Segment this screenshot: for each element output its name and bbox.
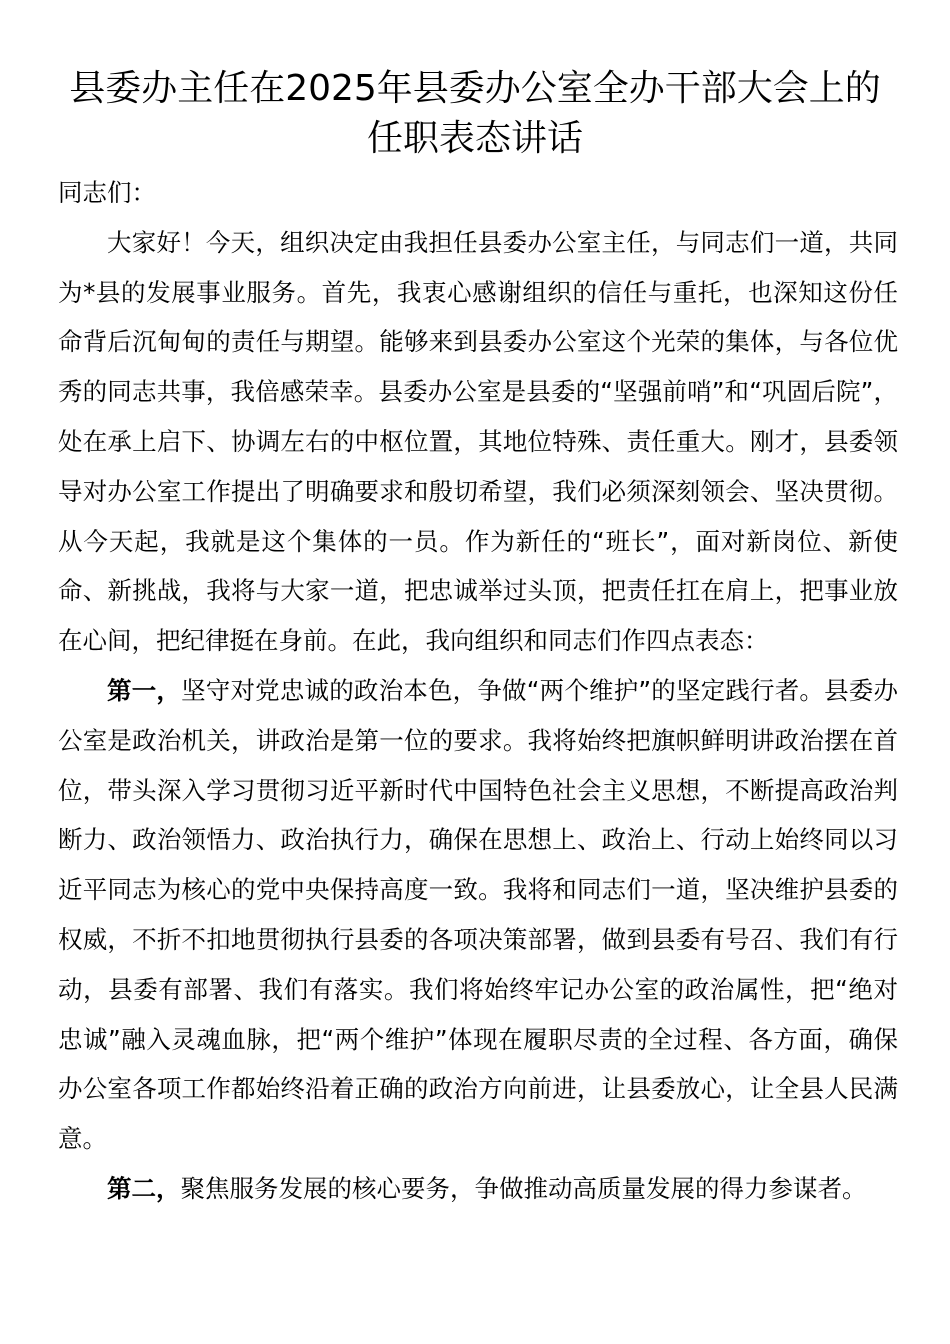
- paragraph-point-1-lead: 第一，: [107, 675, 182, 705]
- paragraph-point-2-lead: 第二，: [107, 1173, 181, 1203]
- paragraph-opening-text: 大家好！今天，组织决定由我担任县委办公室主任，与同志们一道，共同为*县的发展事业服务。首先，我衷心感谢组织的信任与重托，也深知这份任命背后沉甸甸的责任与期望。能够来到县委办公室这个光荣的集体，与各位优秀的同志共事，我倍感荣幸。县委办公室是县委的“坚强前哨”和“巩固后院”，处在承上启下、协调左右的中枢位置，其地位特殊、责任重大。刚才，县委领导对办公室工作提出了明确要求和殷切希望，我们必须深刻领会、坚决贯彻。从今天起，我就是这个集体的一员。作为新任的“班长”，面对新岗位、新使命、新挑战，我将与大家一道，把忠诚举过头顶，把责任扛在肩上，把事业放在心间，把纪律挺在身前。在此，我向组织和同志们作四点表态：: [58, 227, 898, 656]
- document-title-line-1: 县委办主任在2025年县委办公室全办干部大会上的: [69, 68, 881, 109]
- document-body: [58, 168, 898, 1214]
- document-title-line-2: 任职表态讲话: [366, 118, 583, 159]
- paragraph-point-2: [58, 1164, 898, 1214]
- paragraph-point-2-text: 聚焦服务发展的核心要务，争做推动高质量发展的得力参谋者。: [180, 1173, 867, 1203]
- paragraph-opening: [58, 218, 898, 666]
- paragraph-point-1-text: 坚守对党忠诚的政治本色，争做“两个维护”的坚定践行者。县委办公室是政治机关，讲政治是第一位的要求。我将始终把旗帜鲜明讲政治摆在首位，带头深入学习贯彻习近平新时代中国特色社会主义思想，不断提高政治判断力、政治领悟力、政治执行力，确保在思想上、政治上、行动上始终同以习近平同志为核心的党中央保持高度一致。我将和同志们一道，坚决维护县委的权威，不折不扣地贯彻执行县委的各项决策部署，做到县委有号召、我们有行动，县委有部署、我们有落实。我们将始终牢记办公室的政治属性，把“绝对忠诚”融入灵魂血脉，把“两个维护”体现在履职尽责的全过程、各方面，确保办公室各项工作都始终沿着正确的政治方向前进，让县委放心，让全县人民满意。: [58, 675, 898, 1154]
- salutation: 同志们：: [58, 178, 156, 207]
- paragraph-point-1: [58, 666, 898, 1164]
